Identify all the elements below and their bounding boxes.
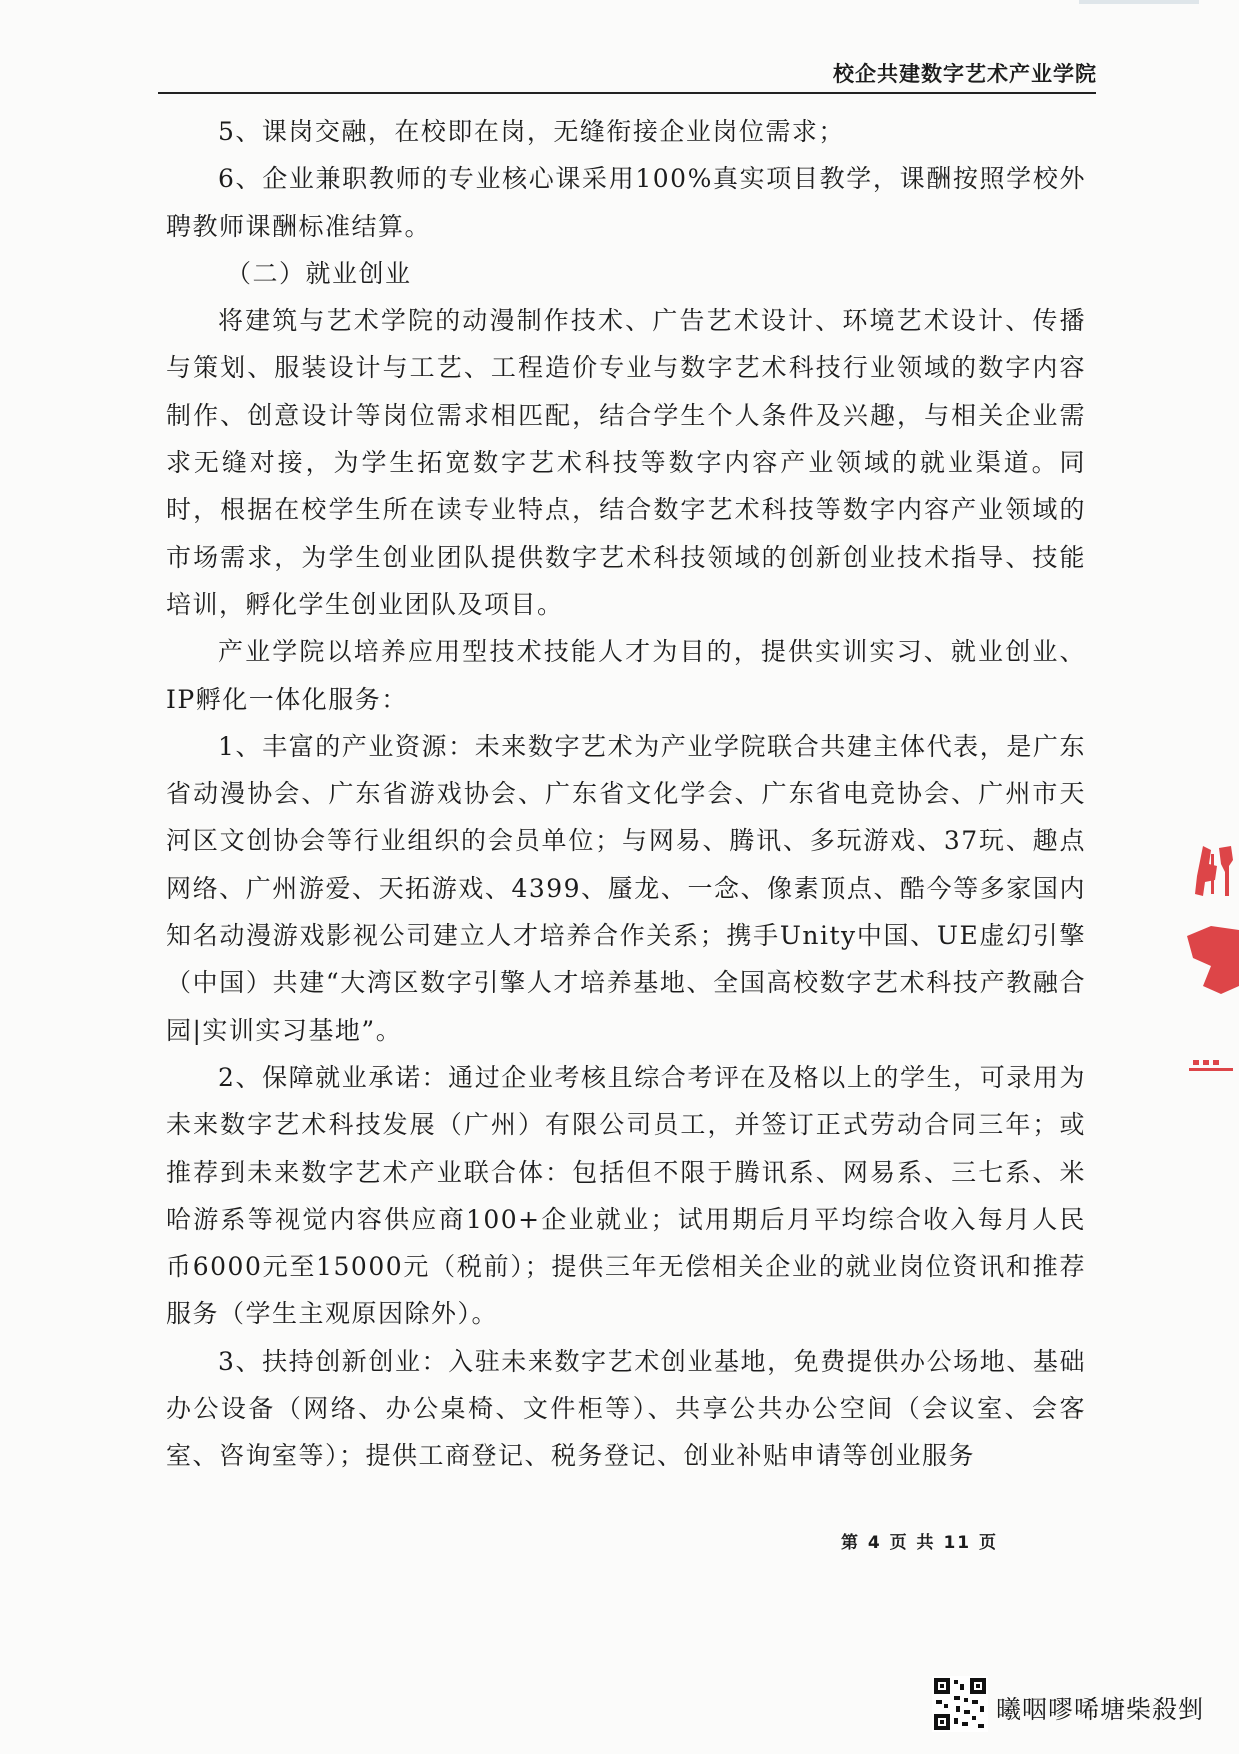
header-divider [158, 92, 1096, 94]
section-heading: （二）就业创业 [226, 258, 412, 288]
scan-smudge [1079, 0, 1199, 4]
page-header-title: 校企共建数字艺术产业学院 [833, 62, 1097, 86]
paragraph-resources: 1、丰富的产业资源：未来数字艺术为产业学院联合共建主体代表，是广东省动漫协会、广东省游戏协会、广东省文化学会、广东省电竞协会、广州市天河区文创协会等行业组织的会员单位；与网易、腾讯、多玩游戏、37玩、趣点网络、广州游爱、天拓游戏、4399、蜃龙、一念、像素顶点、酷今等多家国内知名动漫游戏影视公司建立人才培养合作关系；携手Unity中国、UE虚幻引擎（中国）共建“大湾区数字引擎人才培养基地、全国高校数字艺术科技产教融合园|实训实习基地”。 [166, 731, 1086, 1045]
seal-stamp-fragment [1181, 836, 1239, 1096]
paragraph-employment: 将建筑与艺术学院的动漫制作技术、广告艺术设计、环境艺术设计、传播与策划、服装设计与工艺、工程造价专业与数字艺术科技行业领域的数字内容制作、创意设计等岗位需求相匹配，结合学生个人条件及兴趣，与相关企业需求无缝对接，为学生拓宽数字艺术科技等数字内容产业领域的就业渠道。同时，根据在校学生所在读专业特点，结合数字艺术科技等数字内容产业领域的市场需求，为学生创业团队提供数字艺术科技领域的创新创业技术指导、技能培训，孵化学生创业团队及项目。 [166, 306, 1086, 619]
footer-watermark-text: 曦咽嘐唏塘柴殺剉 [996, 1695, 1205, 1724]
paragraph-entrepreneurship: 3、扶持创新创业：入驻未来数字艺术创业基地，免费提供办公场地、基础办公设备（网络、办公桌椅、文件柜等）、共享公共办公空间（会议室、会客室、咨询室等）；提供工商登记、税务登记、创业补贴申请等创业服务 [166, 1346, 1086, 1471]
page-number: 第 4 页 共 11 页 [840, 1533, 999, 1553]
paragraph-item-6: 6、企业兼职教师的专业核心课采用100%真实项目教学，课酬按照学校外聘教师课酬标准结算。 [166, 164, 1086, 241]
paragraph-employment-guarantee: 2、保障就业承诺：通过企业考核且综合考评在及格以上的学生，可录用为未来数字艺术科技发展（广州）有限公司员工，并签订正式劳动合同三年；或推荐到未来数字艺术产业联合体：包括但不限于腾讯系、网易系、三七系、米哈游系等视觉内容供应商100+企业就业；试用期后月平均综合收入每月人民币6000元至15000元（税前）；提供三年无偿相关企业的就业岗位资讯和推荐服务（学生主观原因除外）。 [166, 1062, 1086, 1329]
paragraph-item-5: 5、课岗交融，在校即在岗，无缝衔接企业岗位需求； [218, 117, 845, 146]
document-body [166, 108, 1086, 1480]
qr-code-icon [932, 1676, 988, 1732]
paragraph-services-intro: 产业学院以培养应用型技术技能人才为目的，提供实训实习、就业创业、IP孵化一体化服务： [166, 637, 1086, 714]
